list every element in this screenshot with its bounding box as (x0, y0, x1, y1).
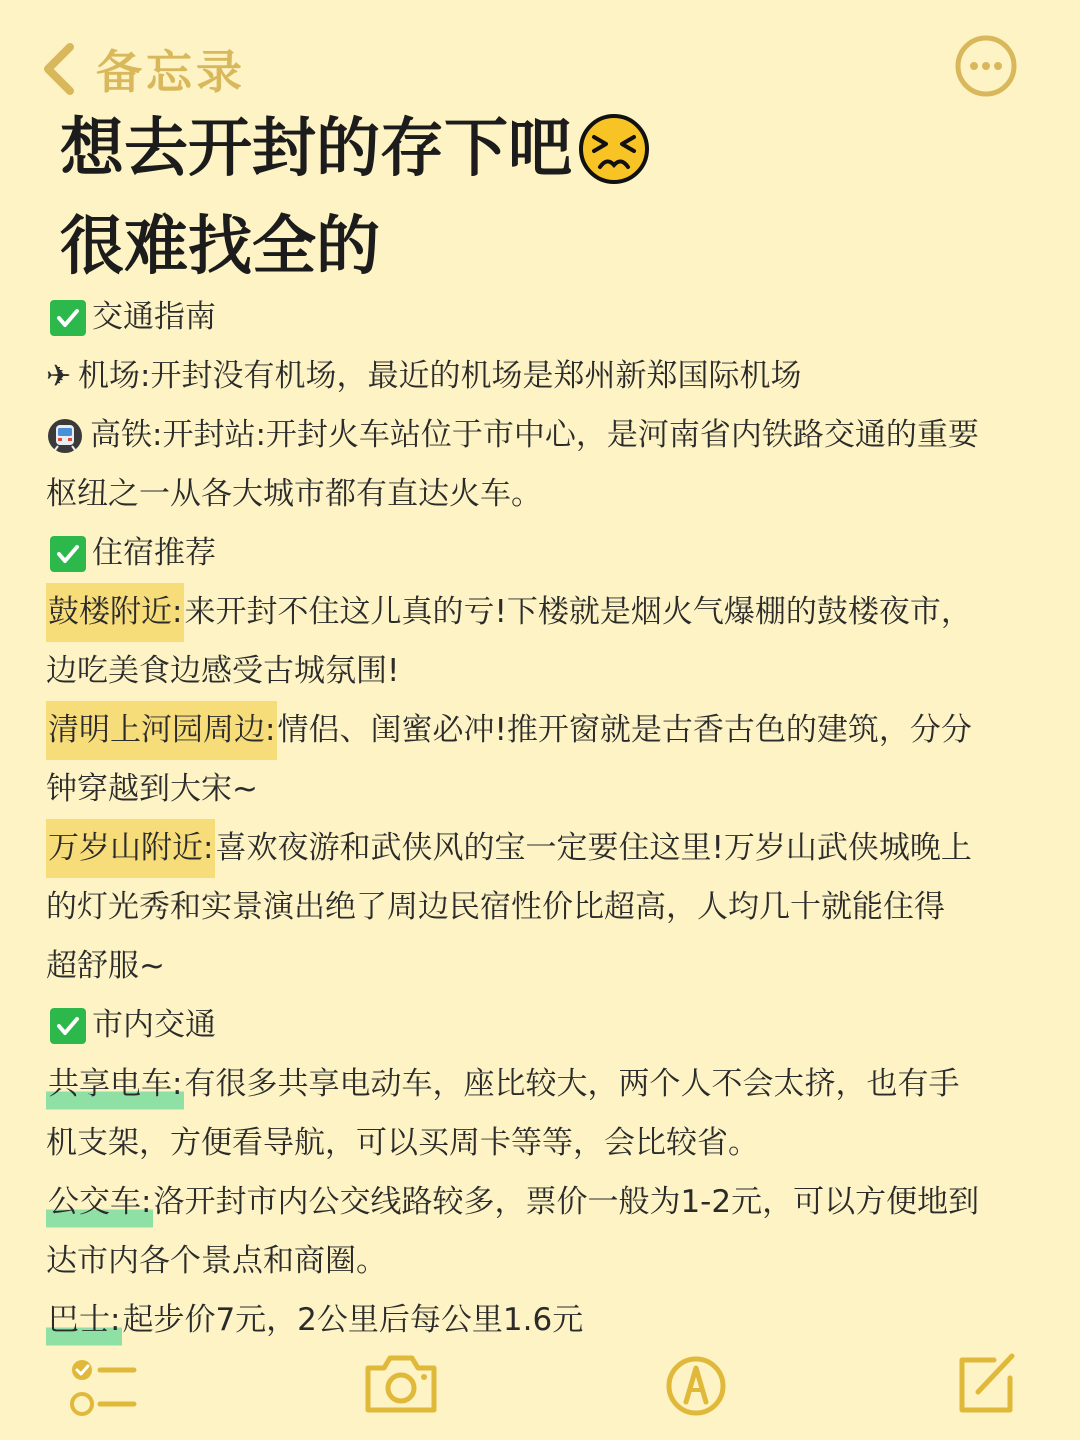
navigation-bar (0, 0, 1080, 110)
title-text-2: 很难找全的 (60, 210, 380, 284)
check-mark-icon (50, 300, 86, 336)
airplane-icon: ✈ (46, 359, 72, 394)
gulou-label: 鼓楼附近: (46, 583, 184, 642)
chevron-left-icon (38, 41, 78, 97)
qingming-text-2: 钟穿越到大宋~ (46, 771, 258, 807)
rail-line-1 (46, 406, 1046, 465)
qingming-line-1 (46, 701, 1046, 760)
airport-text: 机场:开封没有机场，最近的机场是郑州新郑国际机场 (78, 358, 802, 394)
qingming-label: 清明上河园周边: (46, 701, 277, 760)
train-icon (46, 417, 84, 455)
rail-text-2: 枢纽之一从各大城市都有直达火车。 (46, 476, 542, 512)
taxi-text: 起步价7元，2公里后每公里1.6元 (122, 1302, 584, 1338)
gulou-line-2 (46, 642, 1046, 701)
back-button[interactable] (38, 36, 246, 102)
compose-icon[interactable] (952, 1350, 1020, 1418)
airport-line (46, 347, 1046, 406)
gulou-text-2: 边吃美食边感受古城氛围! (46, 653, 400, 689)
heading-text: 市内交通 (92, 1007, 216, 1043)
camera-icon[interactable] (362, 1350, 440, 1416)
wansui-line-3 (46, 937, 1046, 996)
bottom-toolbar (0, 1350, 1080, 1440)
qingming-line-2 (46, 760, 1046, 819)
wansui-label: 万岁山附近: (46, 819, 215, 878)
title-line-1 (60, 100, 1020, 198)
rail-text-1: 高铁:开封站:开封火车站位于市中心，是河南省内铁路交通的重要 (90, 417, 979, 453)
rail-line-2 (46, 465, 1046, 524)
ebike-label: 共享电车: (46, 1055, 184, 1114)
wansui-text-2: 的灯光秀和实景演出绝了周边民宿性价比超高，人均几十就能住得 (46, 889, 945, 925)
ebike-text-1: 有很多共享电动车，座比较大，两个人不会太挤，也有手 (184, 1066, 960, 1102)
ebike-line-1 (46, 1055, 1046, 1114)
section-heading-stay (46, 524, 1046, 583)
wansui-line-1 (46, 819, 1046, 878)
heading-text: 住宿推荐 (92, 535, 216, 571)
pen-icon[interactable] (664, 1350, 728, 1418)
back-label: 备忘录 (96, 45, 246, 99)
gulou-text-1: 来开封不住这儿真的亏!下楼就是烟火气爆棚的鼓楼夜市， (184, 594, 972, 630)
check-mark-icon (50, 1008, 86, 1044)
wansui-text-3: 超舒服~ (46, 948, 165, 984)
bus-text-1: 洛开封市内公交线路较多，票价一般为1-2元，可以方便地到 (153, 1184, 980, 1220)
persevering-face-emoji (578, 113, 650, 185)
wansui-line-2 (46, 878, 1046, 937)
title-line-2 (60, 198, 1020, 296)
taxi-line (46, 1291, 1046, 1350)
note-title (60, 100, 1020, 296)
ebike-line-2 (46, 1114, 1046, 1173)
checklist-icon[interactable] (66, 1350, 138, 1422)
heading-text: 交通指南 (92, 299, 216, 335)
bus-text-2: 达市内各个景点和商圈。 (46, 1243, 387, 1279)
taxi-label: 巴士: (46, 1291, 122, 1350)
title-text-1: 想去开封的存下吧 (60, 112, 572, 186)
bus-line-1 (46, 1173, 1046, 1232)
section-heading-transport (46, 288, 1046, 347)
more-icon[interactable] (954, 34, 1018, 98)
qingming-text-1: 情侣、闺蜜必冲!推开窗就是古香古色的建筑，分分 (277, 712, 972, 748)
section-heading-city (46, 996, 1046, 1055)
check-mark-icon (50, 536, 86, 572)
gulou-line-1 (46, 583, 1046, 642)
bus-label: 公交车: (46, 1173, 153, 1232)
wansui-text-1: 喜欢夜游和武侠风的宝一定要住这里!万岁山武侠城晚上 (215, 830, 972, 866)
bus-line-2 (46, 1232, 1046, 1291)
note-body (46, 288, 1046, 1350)
ebike-text-2: 机支架，方便看导航，可以买周卡等等，会比较省。 (46, 1125, 759, 1161)
